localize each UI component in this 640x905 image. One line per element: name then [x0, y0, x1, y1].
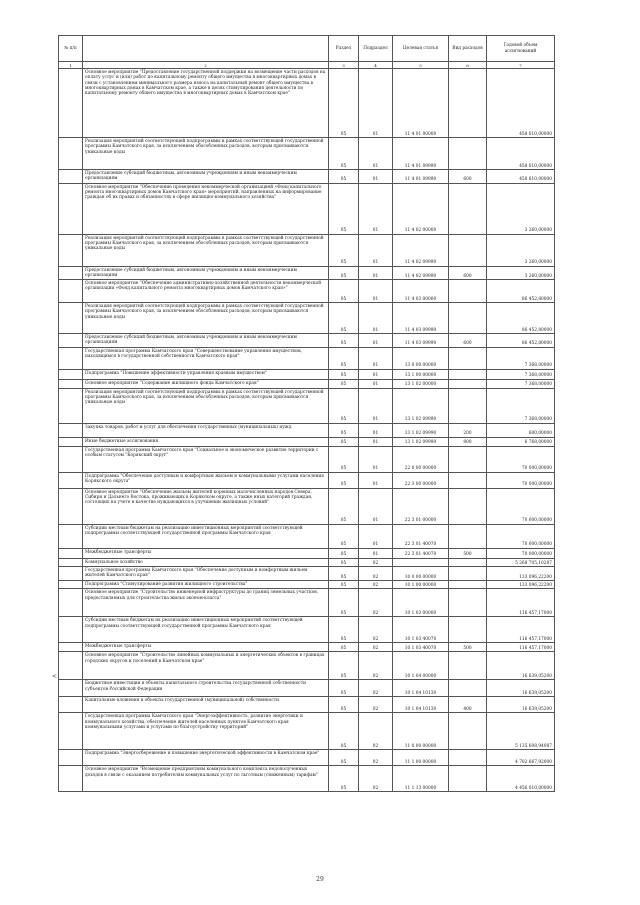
table-row: [59, 713, 555, 750]
row-name: Подпрограмма "Повышение эффективности управления краевым имуществом": [83, 369, 329, 379]
row-num: [59, 472, 83, 488]
row-godovoy-obem: 458 610,00000: [487, 170, 555, 184]
row-razdel: 05: [329, 183, 359, 234]
table-row: [59, 379, 555, 388]
row-podrazdel: 01: [359, 170, 393, 184]
row-razdel: 05: [329, 379, 359, 388]
row-vid-raskhodov: [449, 69, 487, 138]
row-godovoy-obem: 4 456 010,00000: [487, 766, 555, 792]
row-tselevaya-statya: 10 1 03 40070: [393, 643, 449, 652]
row-tselevaya-statya: 13 1 02 09990: [393, 388, 449, 423]
row-vid-raskhodov: 400: [449, 697, 487, 713]
row-num: [59, 423, 83, 437]
row-godovoy-obem: 5 135 608,94087: [487, 713, 555, 750]
row-podrazdel: 02: [359, 652, 393, 680]
row-tselevaya-statya: 11 0 00 00000: [393, 713, 449, 750]
row-podrazdel: 01: [359, 69, 393, 138]
row-godovoy-obem: 7 368,00000: [487, 379, 555, 388]
table-row: [59, 69, 555, 138]
row-vid-raskhodov: [449, 652, 487, 680]
row-num: [59, 697, 83, 713]
row-godovoy-obem: 3 260,00000: [487, 234, 555, 266]
row-tselevaya-statya: 22 0 00 00000: [393, 446, 449, 472]
header-name: [83, 36, 329, 62]
row-razdel: 05: [329, 303, 359, 334]
table-row: [59, 472, 555, 488]
row-vid-raskhodov: 500: [449, 548, 487, 558]
row-num: [59, 567, 83, 581]
row-vid-raskhodov: [449, 369, 487, 379]
row-podrazdel: 02: [359, 750, 393, 766]
row-razdel: 05: [329, 766, 359, 792]
row-name: Капитальные вложения в объекты государственной (муниципальной) собственности: [83, 697, 329, 713]
row-tselevaya-statya: 11 1 13 00000: [393, 766, 449, 792]
row-vid-raskhodov: 600: [449, 266, 487, 280]
row-num: [59, 558, 83, 566]
table-row: [59, 488, 555, 524]
row-vid-raskhodov: [449, 766, 487, 792]
row-razdel: 05: [329, 388, 359, 423]
row-name: Закупка товаров, работ и услуг для обеспечения государственных (муниципальных) нужд: [83, 423, 329, 437]
row-name: Подпрограмма "Энергосбережение и повышение энергетической эффективности в Камчатском крае": [83, 750, 329, 766]
row-vid-raskhodov: [449, 567, 487, 581]
column-number: 5: [393, 62, 449, 69]
row-name: Предоставление субсидий бюджетным, автономным учреждениям и иным некоммерческим организациям: [83, 170, 329, 184]
row-num: [59, 138, 83, 170]
row-tselevaya-statya: 10 1 03 00000: [393, 589, 449, 617]
row-tselevaya-statya: 10 1 04 10130: [393, 680, 449, 697]
row-name: Основное мероприятие "Возмещение предприятиям коммунального комплекса недополученных доходов в связи с оказанием потребителям коммунальных услуг по льготным (сниженным) тарифам": [83, 766, 329, 792]
budget-table: [58, 35, 555, 792]
row-num: [59, 369, 83, 379]
row-name: Подпрограмма "Обеспечение доступным и комфортным жильем и коммунальными услугами населения Корякского округа": [83, 472, 329, 488]
header-tselevaya-statya: Целевая статья: [393, 36, 449, 62]
row-name: Основное мероприятие "Предоставление государственной поддержки на возмещение части расходов на оплату услуг и (или) работ по капитальному ремонту общего имущества в многоквартирных домах в связи с установлением минимального размера взноса на капитальный ремонт общего имущества в многоквартирных домах в Камчатском крае, а также в целях стимулирования деятельности по капитальному ремонту общего имущества в многоквартирных домах в Камчатском крае": [83, 69, 329, 138]
row-vid-raskhodov: [449, 488, 487, 524]
row-podrazdel: 01: [359, 280, 393, 303]
table-row: [59, 234, 555, 266]
row-num: [59, 69, 83, 138]
row-godovoy-obem: 600,00000: [487, 423, 555, 437]
row-num: [59, 347, 83, 369]
row-num: [59, 713, 83, 750]
row-vid-raskhodov: [449, 446, 487, 472]
row-num: [59, 379, 83, 388]
column-number: 7: [487, 62, 555, 69]
column-number: 2: [83, 62, 329, 69]
margin-mark: <: [52, 673, 58, 680]
row-num: [59, 334, 83, 348]
row-godovoy-obem: 70 000,00000: [487, 488, 555, 524]
header-vid-raskhodov: Вид расходов: [449, 36, 487, 62]
row-num: [59, 234, 83, 266]
row-tselevaya-statya: 11 4 02 09990: [393, 234, 449, 266]
table-row: [59, 388, 555, 423]
row-num: [59, 488, 83, 524]
row-tselevaya-statya: 22 3 01 40070: [393, 524, 449, 548]
row-name: Основное мероприятие "Обеспечение проведения некоммерческой организацией «Фонд капитального ремонта многоквартирных домов Камчатского края» мероприятий, направленных на информирование граждан об их правах и обязанностях в сфере жилищно-коммунального хозяйства": [83, 183, 329, 234]
row-razdel: 05: [329, 680, 359, 697]
row-vid-raskhodov: 800: [449, 437, 487, 446]
row-godovoy-obem: 70 000,00000: [487, 472, 555, 488]
row-razdel: 05: [329, 423, 359, 437]
row-godovoy-obem: 133 096,22200: [487, 567, 555, 581]
table-row: [59, 170, 555, 184]
row-podrazdel: 01: [359, 379, 393, 388]
row-razdel: 05: [329, 558, 359, 566]
row-razdel: 05: [329, 652, 359, 680]
column-number-row: [59, 62, 555, 69]
table-row: [59, 138, 555, 170]
row-razdel: 05: [329, 138, 359, 170]
row-name: Коммунальное хозяйство: [83, 558, 329, 566]
row-tselevaya-statya: 11 4 03 00000: [393, 280, 449, 303]
row-tselevaya-statya: 11 1 00 00000: [393, 750, 449, 766]
row-tselevaya-statya: 10 0 00 00000: [393, 567, 449, 581]
row-tselevaya-statya: [393, 558, 449, 566]
row-razdel: 05: [329, 334, 359, 348]
header-podrazdel: Подраздел: [359, 36, 393, 62]
row-num: [59, 183, 83, 234]
row-vid-raskhodov: [449, 680, 487, 697]
row-godovoy-obem: 3 260,00000: [487, 266, 555, 280]
row-vid-raskhodov: [449, 234, 487, 266]
row-podrazdel: 01: [359, 423, 393, 437]
row-name: Основное мероприятие "Обеспечение административно-хозяйственной деятельности некоммерческой организации «Фонд капитального ремонта многоквартирных домов Камчатского края»": [83, 280, 329, 303]
table-row: [59, 369, 555, 379]
row-podrazdel: 02: [359, 558, 393, 566]
row-podrazdel: 01: [359, 234, 393, 266]
row-num: [59, 750, 83, 766]
table-body: [59, 69, 555, 792]
table-row: [59, 280, 555, 303]
row-num: [59, 266, 83, 280]
row-vid-raskhodov: [449, 183, 487, 234]
row-num: [59, 766, 83, 792]
row-num: [59, 643, 83, 652]
table-row: [59, 558, 555, 566]
row-vid-raskhodov: [449, 524, 487, 548]
table-row: [59, 334, 555, 348]
row-podrazdel: 02: [359, 567, 393, 581]
row-vid-raskhodov: [449, 713, 487, 750]
row-godovoy-obem: 7 368,00000: [487, 388, 555, 423]
row-vid-raskhodov: [449, 138, 487, 170]
row-podrazdel: 02: [359, 766, 393, 792]
table-row: [59, 303, 555, 334]
table-row: [59, 548, 555, 558]
row-tselevaya-statya: 22 3 00 00000: [393, 472, 449, 488]
column-number: 4: [359, 62, 393, 69]
table-row: [59, 589, 555, 617]
budget-table-sheet: [58, 35, 554, 792]
row-razdel: 05: [329, 234, 359, 266]
row-num: [59, 581, 83, 589]
row-vid-raskhodov: [449, 280, 487, 303]
row-name: Основное мероприятие "Обеспечение жильем жителей коренных малочисленных народов Севера, Сибири и Дальнего Востока, проживающих в Корякском округе, а также иных категорий граждан, состоящих на учете в качестве нуждающихся в улучшении жилищных условий": [83, 488, 329, 524]
row-podrazdel: 02: [359, 643, 393, 652]
row-razdel: 05: [329, 347, 359, 369]
row-podrazdel: 01: [359, 266, 393, 280]
row-tselevaya-statya: 11 4 01 09990: [393, 138, 449, 170]
table-row: [59, 643, 555, 652]
row-name: Основное мероприятие "Строительство инженерной инфраструктуры до границ земельных участков, предоставляемых для строительства жилья эконом-класса": [83, 589, 329, 617]
row-num: [59, 524, 83, 548]
row-godovoy-obem: 86 452,80000: [487, 303, 555, 334]
row-godovoy-obem: 116 457,17000: [487, 617, 555, 643]
row-num: [59, 303, 83, 334]
row-name: Субсидии местным бюджетам на реализацию инвестиционных мероприятий соответствующей подпрограммы соответствующей государственной программы Камчатского края: [83, 524, 329, 548]
row-tselevaya-statya: 11 4 01 00000: [393, 69, 449, 138]
row-vid-raskhodov: [449, 379, 487, 388]
row-podrazdel: 01: [359, 472, 393, 488]
row-name: Государственная программа Камчатского края "Социальное и экономическое развитие территории с особым статусом "Корякский округ": [83, 446, 329, 472]
row-tselevaya-statya: 10 1 04 10130: [393, 697, 449, 713]
row-vid-raskhodov: [449, 388, 487, 423]
row-name: Бюджетные инвестиции в объекты капитального строительства государственной собственности субъектов Российской Федерации: [83, 680, 329, 697]
table-row: [59, 423, 555, 437]
row-num: [59, 388, 83, 423]
row-razdel: 05: [329, 697, 359, 713]
table-row: [59, 766, 555, 792]
row-name: Государственная программа Камчатского края "Энергоэффективность, развитие энергетики и коммунального хозяйства, обеспечение жителей населенных пунктов Камчатского края коммунальными услугами и услугами по благоустройству территорий": [83, 713, 329, 750]
row-razdel: 05: [329, 170, 359, 184]
row-podrazdel: 01: [359, 488, 393, 524]
row-godovoy-obem: 116 457,17000: [487, 589, 555, 617]
row-vid-raskhodov: [449, 303, 487, 334]
row-name: Реализация мероприятий соответствующей подпрограммы в рамках соответствующей государственной программы Камчатского края, за исключением обособленных расходов, которым присваиваются уникальные коды: [83, 234, 329, 266]
row-razdel: 05: [329, 548, 359, 558]
row-razdel: 05: [329, 713, 359, 750]
row-podrazdel: 01: [359, 138, 393, 170]
row-num: [59, 170, 83, 184]
row-tselevaya-statya: 11 4 02 09990: [393, 266, 449, 280]
row-podrazdel: 02: [359, 713, 393, 750]
row-razdel: 05: [329, 581, 359, 589]
row-name: Основное мероприятие "Строительство линейных коммунальных и энергетических объектов в границах городских округов и поселений в Камчатском крае": [83, 652, 329, 680]
row-tselevaya-statya: 11 4 03 09990: [393, 303, 449, 334]
row-podrazdel: 01: [359, 446, 393, 472]
row-razdel: 05: [329, 567, 359, 581]
row-name: Субсидии местным бюджетам на реализацию инвестиционных мероприятий соответствующей подпрограммы соответствующей государственной программы Камчатского края: [83, 617, 329, 643]
row-godovoy-obem: 16 639,05200: [487, 697, 555, 713]
row-name: Реализация мероприятий соответствующей подпрограммы в рамках соответствующей государственной программы Камчатского края, за исключением обособленных расходов, которым присваиваются уникальные коды: [83, 388, 329, 423]
row-godovoy-obem: 16 639,05200: [487, 652, 555, 680]
row-num: [59, 617, 83, 643]
column-number: 6: [449, 62, 487, 69]
table-row: [59, 697, 555, 713]
row-razdel: 05: [329, 524, 359, 548]
row-godovoy-obem: 16 639,05200: [487, 680, 555, 697]
table-row: [59, 617, 555, 643]
row-podrazdel: 01: [359, 548, 393, 558]
row-razdel: 05: [329, 750, 359, 766]
row-tselevaya-statya: 10 1 00 00000: [393, 581, 449, 589]
row-godovoy-obem: 7 368,00000: [487, 347, 555, 369]
table-row: [59, 437, 555, 446]
row-name: Государственная программа Камчатского края "Обеспечение доступным и комфортным жильем жителей Камчатского края": [83, 567, 329, 581]
row-godovoy-obem: 70 000,00000: [487, 446, 555, 472]
header-godovoy-obem: Годовой объем ассигнований: [487, 36, 555, 62]
table-row: [59, 581, 555, 589]
row-num: [59, 446, 83, 472]
row-tselevaya-statya: 13 1 00 00000: [393, 369, 449, 379]
row-name: Межбюджетные трансферты: [83, 548, 329, 558]
row-tselevaya-statya: 10 1 03 40070: [393, 617, 449, 643]
row-name: Государственная программа Камчатского края "Совершенствование управления имуществом, находящимся в государственной собственности Камчатского края": [83, 347, 329, 369]
row-tselevaya-statya: 10 1 04 00000: [393, 652, 449, 680]
row-name: Предоставление субсидий бюджетным, автономным учреждениям и иным некоммерческим организациям: [83, 266, 329, 280]
row-razdel: 05: [329, 589, 359, 617]
column-number: 1: [59, 62, 83, 69]
row-tselevaya-statya: 13 1 02 09990: [393, 423, 449, 437]
row-godovoy-obem: 7 368,00000: [487, 369, 555, 379]
row-podrazdel: 02: [359, 589, 393, 617]
row-razdel: 05: [329, 446, 359, 472]
row-vid-raskhodov: [449, 472, 487, 488]
row-vid-raskhodov: [449, 558, 487, 566]
row-vid-raskhodov: 600: [449, 334, 487, 348]
row-vid-raskhodov: [449, 589, 487, 617]
row-razdel: 05: [329, 69, 359, 138]
row-razdel: 05: [329, 369, 359, 379]
table-row: [59, 524, 555, 548]
row-godovoy-obem: 458 610,00000: [487, 69, 555, 138]
row-tselevaya-statya: 11 4 02 00000: [393, 183, 449, 234]
row-godovoy-obem: 70 000,00000: [487, 548, 555, 558]
table-row: [59, 446, 555, 472]
row-name: Реализация мероприятий соответствующей подпрограммы в рамках соответствующей государственной программы Камчатского края, за исключением обособленных расходов, которым присваиваются уникальные коды: [83, 138, 329, 170]
header-num: № п/п: [59, 36, 83, 62]
table-row: [59, 567, 555, 581]
row-vid-raskhodov: [449, 347, 487, 369]
row-podrazdel: 01: [359, 524, 393, 548]
row-podrazdel: 01: [359, 303, 393, 334]
row-num: [59, 280, 83, 303]
row-name: Иные бюджетные ассигнования: [83, 437, 329, 446]
row-tselevaya-statya: 22 3 01 00000: [393, 488, 449, 524]
row-tselevaya-statya: 11 4 03 09990: [393, 334, 449, 348]
table-row: [59, 347, 555, 369]
row-godovoy-obem: 133 096,22200: [487, 581, 555, 589]
row-vid-raskhodov: [449, 750, 487, 766]
row-podrazdel: 02: [359, 680, 393, 697]
row-godovoy-obem: 4 702 667,92000: [487, 750, 555, 766]
row-name: Подпрограмма "Стимулирование развития жилищного строительства": [83, 581, 329, 589]
row-name: Основное мероприятие "Содержание жилищного фонда Камчатского края": [83, 379, 329, 388]
page-number: 29: [316, 876, 324, 883]
row-razdel: 05: [329, 488, 359, 524]
row-vid-raskhodov: [449, 581, 487, 589]
table-row: [59, 680, 555, 697]
row-tselevaya-statya: 22 3 01 40070: [393, 548, 449, 558]
row-podrazdel: 01: [359, 388, 393, 423]
row-vid-raskhodov: 200: [449, 423, 487, 437]
header-row: [59, 36, 555, 62]
row-godovoy-obem: 458 610,00000: [487, 138, 555, 170]
row-godovoy-obem: 116 457,17000: [487, 643, 555, 652]
row-godovoy-obem: 70 000,00000: [487, 524, 555, 548]
row-podrazdel: 01: [359, 369, 393, 379]
row-godovoy-obem: 86 452,80000: [487, 334, 555, 348]
row-num: [59, 437, 83, 446]
row-vid-raskhodov: [449, 617, 487, 643]
row-podrazdel: 02: [359, 617, 393, 643]
row-razdel: 05: [329, 266, 359, 280]
row-vid-raskhodov: 600: [449, 170, 487, 184]
table-row: [59, 750, 555, 766]
row-name: Реализация мероприятий соответствующей подпрограммы в рамках соответствующей государственной программы Камчатского края, за исключением обособленных расходов, которым присваиваются уникальные коды: [83, 303, 329, 334]
row-tselevaya-statya: 11 4 01 09990: [393, 170, 449, 184]
row-num: [59, 680, 83, 697]
row-podrazdel: 01: [359, 347, 393, 369]
row-godovoy-obem: 5 268 705,10287: [487, 558, 555, 566]
row-podrazdel: 01: [359, 183, 393, 234]
table-row: [59, 183, 555, 234]
header-razdel: Раздел: [329, 36, 359, 62]
table-row: [59, 652, 555, 680]
row-podrazdel: 01: [359, 334, 393, 348]
row-razdel: 05: [329, 280, 359, 303]
row-vid-raskhodov: 500: [449, 643, 487, 652]
row-podrazdel: 02: [359, 581, 393, 589]
row-razdel: 05: [329, 437, 359, 446]
row-name: Межбюджетные трансферты: [83, 643, 329, 652]
row-tselevaya-statya: 13 0 00 00000: [393, 347, 449, 369]
row-podrazdel: 02: [359, 697, 393, 713]
row-godovoy-obem: 86 452,80000: [487, 280, 555, 303]
row-razdel: 05: [329, 617, 359, 643]
row-name: Предоставление субсидий бюджетным, автономным учреждениям и иным некоммерческим организациям: [83, 334, 329, 348]
row-godovoy-obem: 6 768,00000: [487, 437, 555, 446]
row-tselevaya-statya: 13 1 02 09990: [393, 437, 449, 446]
row-num: [59, 652, 83, 680]
row-godovoy-obem: 3 260,00000: [487, 183, 555, 234]
row-num: [59, 548, 83, 558]
row-tselevaya-statya: 13 1 02 00000: [393, 379, 449, 388]
row-razdel: 05: [329, 472, 359, 488]
row-num: [59, 589, 83, 617]
row-razdel: 05: [329, 643, 359, 652]
row-podrazdel: 01: [359, 437, 393, 446]
table-row: [59, 266, 555, 280]
column-number: 3: [329, 62, 359, 69]
